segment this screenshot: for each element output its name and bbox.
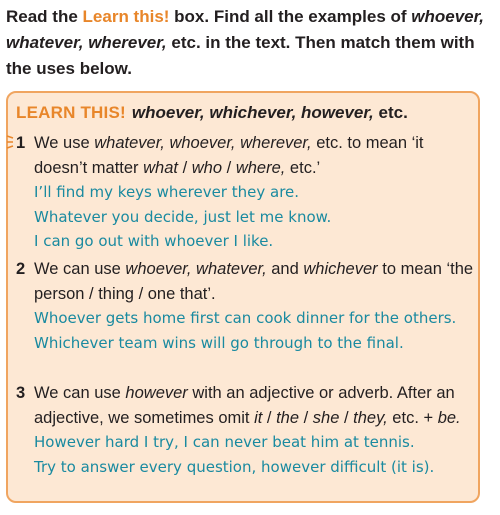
box-heading: [132, 103, 408, 122]
rule-keyword: whatever, whoever, wherever,: [94, 134, 312, 152]
example-sentence: Try to answer every question, however difficult (it is).: [34, 457, 435, 476]
example-sentence: However hard I try, I can never beat him at tennis.: [34, 433, 415, 451]
rule-keyword: what: [143, 158, 178, 177]
box-heading-keywords: whoever, whichever, however,: [131, 103, 374, 122]
rule-number: 1: [16, 134, 26, 152]
instruction-text: [6, 4, 494, 82]
rule-text-part: /: [262, 408, 277, 427]
rule-number: 2: [16, 260, 26, 278]
rule-text-part: We can use: [34, 384, 126, 402]
rule-keyword: it: [254, 408, 263, 427]
rule-1: [16, 131, 476, 254]
rule-keyword: be.: [437, 408, 461, 427]
instruction-part: Read the: [6, 7, 83, 26]
rule-text-part: and: [266, 260, 304, 278]
rule-keyword: whichever: [303, 260, 378, 278]
instruction-part: etc. in the text. Then match them with the uses below.: [6, 33, 475, 78]
rule-keyword: however: [125, 384, 188, 402]
learn-this-reference: Learn this!: [82, 7, 170, 26]
rule-text-part: /: [178, 158, 192, 177]
rule-text: [34, 257, 476, 306]
rule-text-part: to mean ‘the person / thing / one that’.: [34, 260, 474, 303]
rule-keyword: she: [312, 408, 340, 427]
box-heading-end: etc.: [373, 103, 408, 122]
example-sentence: Whoever gets home first can cook dinner for the others.: [34, 309, 457, 327]
rule-text-part: etc. to mean ‘it doesn’t matter: [34, 134, 424, 177]
rule-text-part: We can use: [34, 260, 126, 278]
rule-3: [16, 381, 476, 479]
rule-text: [34, 381, 476, 430]
rule-text-part: We use: [34, 134, 95, 152]
rule-keyword: the: [276, 408, 300, 427]
example-sentence: I can go out with whoever I like.: [34, 232, 274, 250]
rule-number: 3: [16, 384, 26, 402]
rule-text-part: etc. +: [387, 408, 438, 427]
rule-keyword: they,: [353, 408, 388, 427]
rule-keyword: whoever, whatever,: [125, 260, 267, 278]
learn-this-tag: LEARN THIS!: [16, 103, 126, 122]
decorative-marks-icon: [6, 133, 16, 151]
rule-keyword: where,: [235, 158, 286, 177]
learn-this-box: [6, 91, 480, 503]
instruction-keyword: whatever, wherever,: [6, 33, 167, 52]
rule-2: [16, 257, 476, 355]
rule-text-part: with an adjective or adverb. After an adjective, we sometimes omit: [34, 384, 455, 427]
rule-text: [34, 131, 476, 180]
example-sentence: I’ll find my keys wherever they are.: [34, 183, 300, 201]
rule-text-part: /: [339, 408, 354, 427]
rule-text-part: etc.’: [285, 158, 321, 177]
instruction-part: box. Find all the examples of: [169, 7, 412, 26]
rule-text-part: /: [222, 158, 236, 177]
rule-text-part: /: [299, 408, 313, 427]
rule-keyword: who: [191, 158, 223, 177]
example-sentence: Whichever team wins will go through to the final.: [34, 333, 404, 352]
instruction-keyword: whoever,: [411, 7, 485, 26]
example-sentence: Whatever you decide, just let me know.: [34, 207, 332, 226]
box-header: [16, 101, 408, 125]
